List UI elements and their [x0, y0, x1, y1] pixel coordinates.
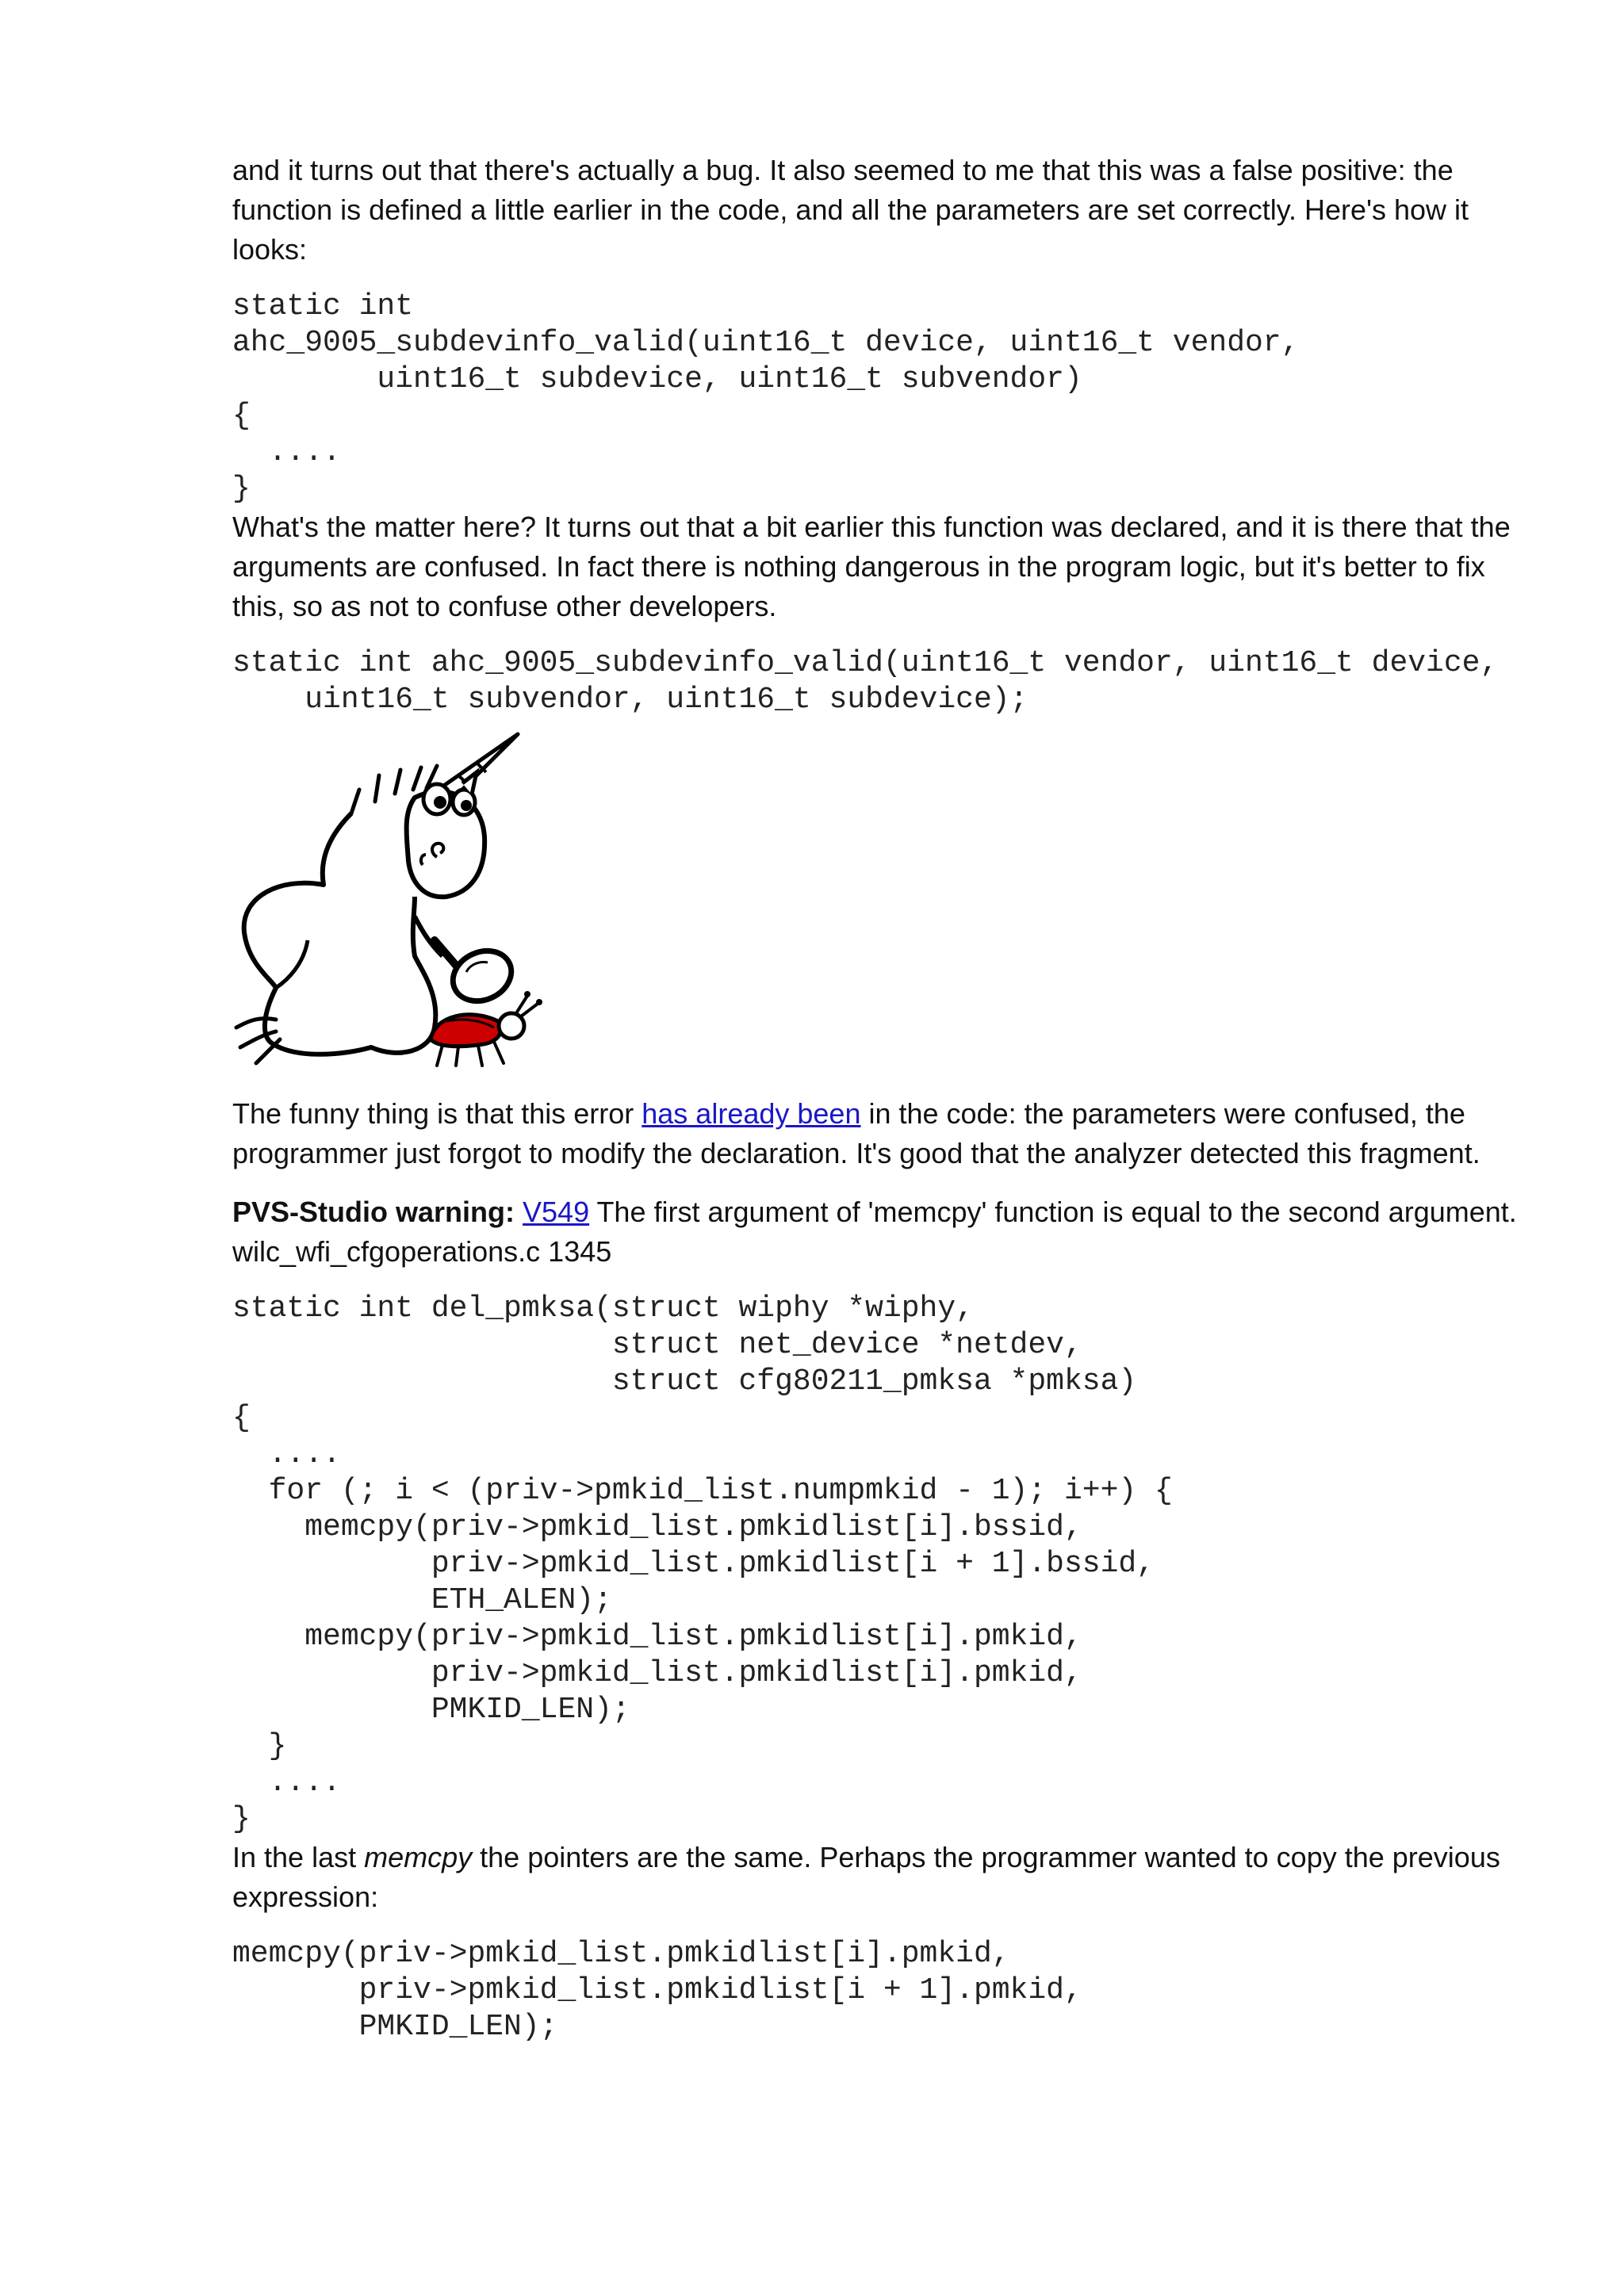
code-line: memcpy(priv->pmkid_list.pmkidlist[i].bssid,: [232, 1510, 1082, 1544]
code-line: ahc_9005_subdevinfo_valid(uint16_t device, uint16_t vendor,: [232, 326, 1300, 360]
code-block-definition: [232, 289, 1517, 507]
explanation-paragraph: What's the matter here? It turns out that a bit earlier this function was declared, and it is there that the arguments are confused. In fact there is nothing dangerous in the program logic, but it's better to fix this, so as not to confuse other developers.: [232, 511, 1511, 622]
last-memcpy-before: In the last: [232, 1841, 365, 1873]
code-line: priv->pmkid_list.pmkidlist[i].pmkid,: [232, 1656, 1082, 1690]
code-line: {: [232, 1401, 251, 1435]
code-line: static int ahc_9005_subdevinfo_valid(uint16_t vendor, uint16_t device,: [232, 646, 1499, 680]
code-line: priv->pmkid_list.pmkidlist[i + 1].pmkid,: [232, 1973, 1082, 2007]
code-line: struct cfg80211_pmksa *pmksa): [232, 1364, 1137, 1399]
code-block-declaration: [232, 645, 1517, 718]
warning-paragraph: [232, 1192, 1517, 1272]
has-already-been-link[interactable]: has already been: [642, 1097, 861, 1130]
code-line: PMKID_LEN);: [232, 2010, 558, 2044]
code-line: {: [232, 399, 251, 433]
code-block-fix: [232, 1936, 1517, 2045]
code-line: ....: [232, 435, 341, 469]
warning-label: PVS-Studio warning:: [232, 1196, 515, 1228]
code-line: ETH_ALEN);: [232, 1583, 612, 1617]
funny-text-before: The funny thing is that this error: [232, 1097, 642, 1130]
code-line: priv->pmkid_list.pmkidlist[i + 1].bssid,: [232, 1547, 1155, 1581]
code-line: for (; i < (priv->pmkid_list.numpmkid - 1); i++) {: [232, 1474, 1173, 1508]
funny-paragraph: [232, 1094, 1517, 1173]
memcpy-emphasis: memcpy: [364, 1841, 473, 1873]
code-line: ....: [232, 1766, 341, 1800]
last-memcpy-after: the pointers are the same. Perhaps the programmer wanted to copy the previous expression:: [232, 1841, 1500, 1913]
code-line: struct net_device *netdev,: [232, 1328, 1082, 1362]
code-block-del-pmksa: [232, 1291, 1517, 1838]
warning-message: The first argument of 'memcpy' function is equal to the second argument. wilc_wfi_cfgoperations.c 1345: [232, 1196, 1517, 1268]
unicorn-magnifier-bug-icon: [232, 726, 581, 1075]
code-line: }: [232, 1802, 251, 1836]
document-page: [232, 151, 1517, 2045]
code-line: static int del_pmksa(struct wiphy *wiphy,: [232, 1292, 974, 1326]
code-line: PMKID_LEN);: [232, 1693, 630, 1727]
code-line: static int: [232, 289, 414, 323]
code-line: memcpy(priv->pmkid_list.pmkidlist[i].pmkid,: [232, 1937, 1010, 1971]
v549-link[interactable]: V549: [523, 1196, 590, 1228]
last-memcpy-paragraph: [232, 1838, 1517, 1917]
code-line: uint16_t subdevice, uint16_t subvendor): [232, 362, 1082, 396]
code-line: uint16_t subvendor, uint16_t subdevice);: [232, 683, 1028, 717]
code-line: memcpy(priv->pmkid_list.pmkidlist[i].pmkid,: [232, 1620, 1082, 1654]
code-line: ....: [232, 1437, 341, 1471]
code-line: }: [232, 1729, 287, 1763]
intro-paragraph: and it turns out that there's actually a bug. It also seemed to me that this was a false positive: the function is defined a little earlier in the code, and all the parameters are set correctly. Here's how it looks:: [232, 154, 1469, 266]
code-line: }: [232, 472, 251, 506]
funny-text-after: in the code: the parameters were confused, the programmer just forgot to modify the declaration. It's good that the analyzer detected this fragment.: [232, 1097, 1480, 1169]
